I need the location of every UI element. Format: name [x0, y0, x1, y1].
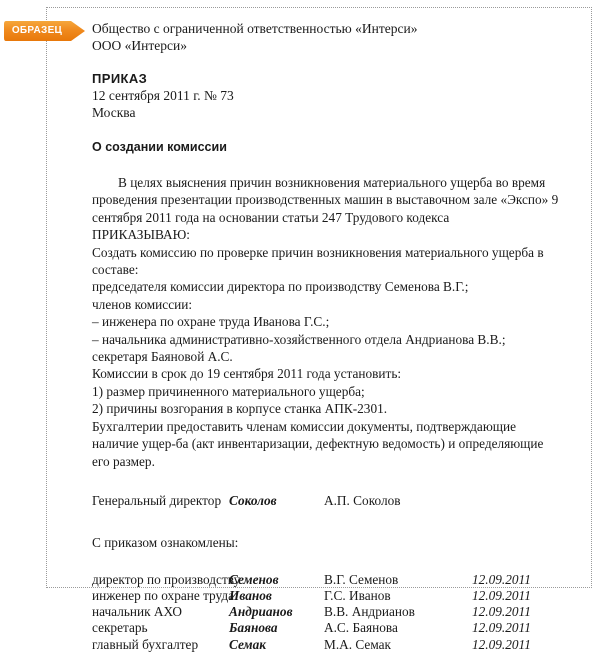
chairman-line: председателя комиссии директора по производству Семенова В.Г.; — [92, 279, 469, 295]
task-item-2: 2) причины возгорания в корпусе станка АПК-2301. — [92, 401, 388, 417]
table-row — [92, 620, 562, 636]
document-number: 73 — [216, 88, 234, 103]
organization-full-name: Общество с ограниченной ответственностью «Интерси» — [92, 21, 418, 36]
sample-badge-label: ОБРАЗЕЦ — [11, 25, 63, 36]
acknowledgement-table — [92, 572, 562, 653]
secretary-line: секретаря Баяновой А.С. — [92, 349, 233, 365]
row-name: Г.С. Иванов — [324, 588, 391, 604]
member-line-1: – инженера по охране труда Иванова Г.С.; — [92, 314, 330, 330]
preamble-paragraph: В целях выяснения причин возникновения материального ущерба во время проведения презентации производственных машин в выставочном зале «Экспо» 9 сентября 2011 года на основании статьи 247 Трудового кодекса — [92, 175, 559, 225]
document-date: 12 сентября 2011 г. — [92, 88, 205, 103]
table-row — [92, 572, 562, 588]
row-signature: Семак — [229, 636, 267, 652]
row-signature: Баянова — [229, 620, 278, 636]
signature-mark: Соколов — [229, 492, 277, 508]
order-word: ПРИКАЗЫВАЮ: — [92, 227, 190, 243]
row-name: М.А. Семак — [324, 636, 392, 652]
document-text — [92, 174, 562, 470]
acknowledgement-title: С приказом ознакомлены: — [92, 534, 239, 550]
sample-badge — [3, 20, 86, 42]
row-date: 12.09.2011 — [472, 604, 531, 620]
row-role: главный бухгалтер — [92, 636, 199, 652]
row-date: 12.09.2011 — [472, 636, 531, 652]
row-role: директор по производству — [92, 571, 241, 587]
task-item-1: 1) размер причиненного материального ущерба; — [92, 383, 365, 399]
row-role: секретарь — [92, 620, 148, 636]
table-row — [92, 588, 562, 604]
document-kind: ПРИКАЗ — [92, 71, 148, 86]
member-line-2: – начальника административно-хозяйственного отдела Андрианова В.В.; — [92, 331, 506, 347]
signatory-name: А.П. Соколов — [324, 492, 401, 508]
row-role: начальник АХО — [92, 604, 183, 620]
signatory-role: Генеральный директор — [92, 492, 222, 508]
row-signature: Иванов — [229, 588, 272, 604]
row-date: 12.09.2011 — [472, 620, 531, 636]
row-name: В.Г. Семенов — [324, 571, 399, 587]
row-signature: Андрианов — [229, 604, 293, 620]
row-date: 12.09.2011 — [472, 571, 531, 587]
row-date: 12.09.2011 — [472, 588, 531, 604]
document-city: Москва — [92, 105, 136, 120]
table-row — [92, 604, 562, 620]
organization-short-name: ООО «Интерси» — [92, 38, 187, 53]
members-label: членов комиссии: — [92, 296, 193, 312]
accounting-paragraph: Бухгалтерии предоставить членам комиссии документы, подтверждающие наличие ущер-ба (акт инвентаризации, дефектную ведомость) и определяющие его размер. — [92, 418, 544, 469]
row-name: А.С. Баянова — [324, 620, 398, 636]
signature-row — [92, 492, 562, 510]
deadline-line: Комиссии в срок до 19 сентября 2011 года установить: — [92, 366, 402, 382]
row-signature: Семенов — [229, 571, 279, 587]
number-sign: № — [204, 88, 217, 103]
row-role: инженер по охране труда — [92, 588, 235, 604]
create-commission-line: Создать комиссию по проверке причин возникновения материального ущерба в составе: — [92, 244, 544, 278]
row-name: В.В. Андрианов — [324, 604, 415, 620]
document-subject: О создании комиссии — [92, 140, 227, 154]
table-row — [92, 637, 562, 653]
document-body — [92, 20, 562, 653]
document-date-number — [92, 87, 562, 104]
